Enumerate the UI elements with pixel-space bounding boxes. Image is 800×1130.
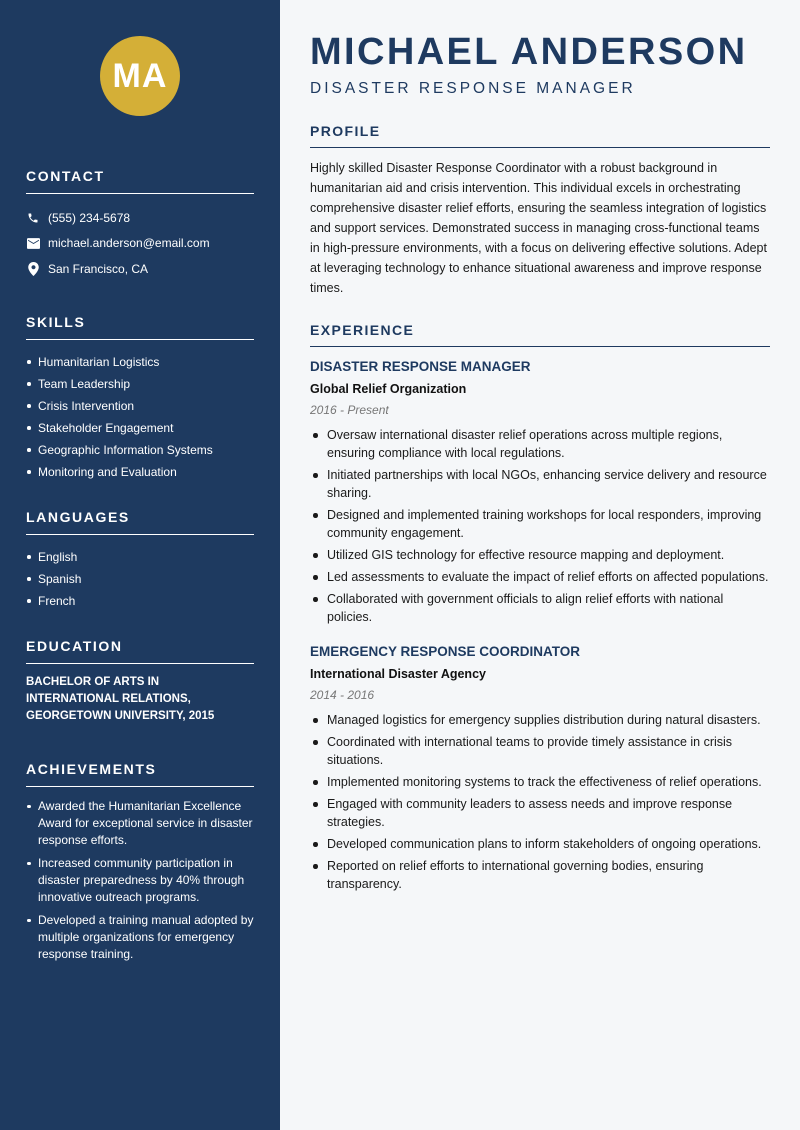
list-item: Developed communication plans to inform stakeholders of ongoing operations. [310,835,770,853]
list-item: Led assessments to evaluate the impact of relief efforts on affected populations. [310,568,770,586]
list-item: Collaborated with government officials to align relief efforts with national policies. [310,590,770,626]
list-item: Engaged with community leaders to assess needs and improve response strategies. [310,795,770,831]
languages-list [26,546,254,612]
sidebar [0,0,280,1130]
list-item: Coordinated with international teams to provide timely assistance in crisis situations. [310,733,770,769]
contact-phone [26,205,254,231]
experience-section [310,322,770,893]
initials-avatar: MA [100,36,180,116]
list-item: Team Leadership [26,373,254,395]
contact-heading: CONTACT [26,168,254,194]
education-section [26,638,254,725]
list-item: Utilized GIS technology for effective resource mapping and deployment. [310,546,770,564]
location-pin-icon [26,262,40,276]
achievements-list [26,798,254,963]
list-item: Increased community participation in disaster preparedness by 40% through innovative outreach programs. [26,855,254,906]
list-item: Geographic Information Systems [26,439,254,461]
candidate-name: MICHAEL ANDERSON [310,31,748,73]
languages-section [26,509,254,612]
job-dates: 2014 - 2016 [310,688,375,702]
list-item: Developed a training manual adopted by multiple organizations for emergency response training. [26,912,254,963]
phone-text: (555) 234-5678 [48,210,131,225]
job-entry [310,359,770,626]
email-text: michael.anderson@email.com [48,236,210,251]
education-entry: BACHELOR OF ARTS IN INTERNATIONAL RELATIONS, GEORGETOWN UNIVERSITY, 2015 [26,675,215,722]
achievements-heading: ACHIEVEMENTS [26,761,254,787]
list-item: Designed and implemented training workshops for local responders, improving community engagement. [310,506,770,542]
candidate-role: DISASTER RESPONSE MANAGER [310,80,636,97]
list-item: Stakeholder Engagement [26,417,254,439]
list-item: Humanitarian Logistics [26,351,254,373]
profile-text: Highly skilled Disaster Response Coordinator with a robust background in humanitarian aid and crisis intervention. This individual excels in orchestrating comprehensive disaster relief efforts, ensuring the seamless integration of logistics and support services. Demonstrated success in managing cross-functional teams in high-pressure environments, with a focus on delivering effective solutions. Adept at leveraging technology to enhance situational awareness and improve response times. [310,161,767,295]
list-item: Initiated partnerships with local NGOs, enhancing service delivery and resource sharing. [310,466,770,502]
contact-email [26,231,254,257]
skills-list [26,351,254,483]
list-item: English [26,546,254,568]
profile-heading: PROFILE [310,123,770,148]
achievements-section [26,761,254,963]
experience-heading: EXPERIENCE [310,322,770,347]
skills-heading: SKILLS [26,314,254,340]
location-text: San Francisco, CA [48,261,149,276]
contact-location [26,256,254,282]
list-item: Oversaw international disaster relief operations across multiple regions, ensuring compliance with local regulations. [310,426,770,462]
contact-section [26,168,254,282]
list-item: Implemented monitoring systems to track the effectiveness of relief operations. [310,773,770,791]
list-item: Managed logistics for emergency supplies distribution during natural disasters. [310,711,770,729]
job-bullets [310,426,770,626]
profile-section [310,123,770,298]
education-heading: EDUCATION [26,638,254,664]
job-dates: 2016 - Present [310,403,389,417]
main-content [280,0,800,1130]
job-title: DISASTER RESPONSE MANAGER [310,359,531,374]
languages-heading: LANGUAGES [26,509,254,535]
list-item: Monitoring and Evaluation [26,461,254,483]
list-item: Reported on relief efforts to international governing bodies, ensuring transparency. [310,857,770,893]
list-item: French [26,590,254,612]
job-organization: International Disaster Agency [310,667,486,681]
mail-icon [26,236,40,250]
job-entry [310,644,770,893]
contact-list [26,205,254,282]
list-item: Awarded the Humanitarian Excellence Award for exceptional service in disaster response efforts. [26,798,254,849]
skills-section [26,314,254,483]
list-item: Crisis Intervention [26,395,254,417]
job-title: EMERGENCY RESPONSE COORDINATOR [310,644,581,659]
list-item: Spanish [26,568,254,590]
job-organization: Global Relief Organization [310,382,467,396]
job-bullets [310,711,770,893]
phone-icon [26,211,40,225]
